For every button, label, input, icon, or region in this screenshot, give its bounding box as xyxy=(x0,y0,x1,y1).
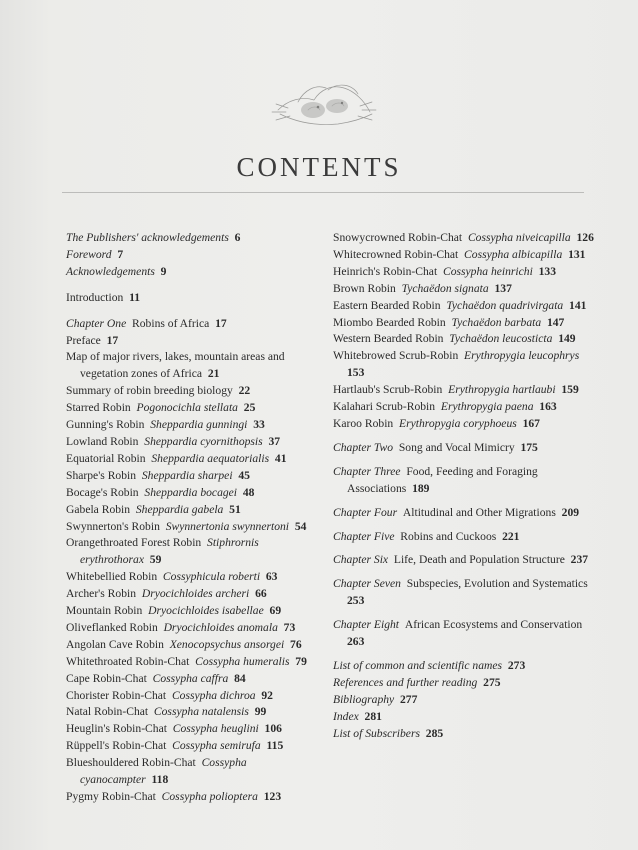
page-number: 175 xyxy=(520,440,538,454)
entry-title: Sharpe's Robin xyxy=(66,468,137,482)
toc-entry[interactable] xyxy=(66,451,316,468)
page-number: 126 xyxy=(576,231,594,244)
entry-title: Oliveflanked Robin xyxy=(66,620,158,634)
page-number: 147 xyxy=(546,315,565,329)
toc-entry[interactable] xyxy=(66,316,316,333)
entry-title: Introduction xyxy=(66,290,124,304)
entry-title: The Publishers' acknowledgements xyxy=(66,231,229,244)
scientific-name: Dryocichloides archeri xyxy=(141,587,250,601)
toc-entry[interactable] xyxy=(66,535,316,569)
scientific-name: Cossypha heinrichi xyxy=(442,264,533,278)
entry-title: Life, Death and Population Structure xyxy=(393,553,565,567)
page-number: 285 xyxy=(425,726,444,740)
toc-entry[interactable] xyxy=(333,529,601,546)
scientific-name: Cossypha albicapilla xyxy=(464,247,563,261)
entry-title: Whitebrowed Scrub-Robin xyxy=(333,349,459,363)
title-divider xyxy=(62,192,584,193)
toc-entry[interactable] xyxy=(333,230,601,247)
page-number: 73 xyxy=(283,620,296,634)
page-number: 131 xyxy=(568,247,586,261)
page-number: 45 xyxy=(238,468,250,482)
entry-title: Mountain Robin xyxy=(66,604,143,618)
page-number: 54 xyxy=(294,519,307,533)
entry-title: Eastern Bearded Robin xyxy=(333,298,441,312)
toc-left-column xyxy=(66,230,316,806)
page-number: 141 xyxy=(569,298,587,312)
chapter-label: Chapter One xyxy=(66,316,127,330)
toc-entry[interactable] xyxy=(66,502,316,519)
toc-entry[interactable] xyxy=(66,569,316,586)
scientific-name: Sheppardia cyornithopsis xyxy=(144,434,263,448)
page-number: 106 xyxy=(264,722,282,736)
scientific-name: Swynnertonia swynnertoni xyxy=(165,519,290,533)
page-number: 277 xyxy=(399,692,418,706)
page-number: 209 xyxy=(561,505,580,519)
scientific-name: Sheppardia gabela xyxy=(135,502,224,516)
toc-entry[interactable] xyxy=(333,264,601,281)
scientific-name: Xenocopsychus ansorgei xyxy=(169,637,285,651)
page-number: 22 xyxy=(238,384,251,398)
entry-title: Subspecies, Evolution and Systematics xyxy=(406,577,588,591)
scientific-name: Erythropygia leucophrys xyxy=(464,349,580,363)
entry-title: Whitethroated Robin-Chat xyxy=(66,654,190,668)
scientific-name: Sheppardia bocagei xyxy=(144,485,238,499)
scientific-name: Cossypha caffra xyxy=(152,671,229,685)
chapter-label: Chapter Two xyxy=(333,440,394,454)
entry-title: Kalahari Scrub-Robin xyxy=(333,400,436,414)
toc-entry[interactable] xyxy=(333,552,601,569)
toc-entry[interactable] xyxy=(333,331,601,348)
entry-title: Hartlaub's Scrub-Robin xyxy=(333,383,443,397)
entry-title: List of Subscribers xyxy=(333,726,420,740)
page-number: 159 xyxy=(561,383,579,397)
entry-title: Heuglin's Robin-Chat xyxy=(66,722,167,736)
scientific-name: Erythropygia paena xyxy=(440,400,534,414)
page-number: 167 xyxy=(522,416,540,430)
toc-entry[interactable] xyxy=(333,658,601,675)
scientific-name: Cossypha heuglini xyxy=(172,722,259,736)
toc-entry[interactable] xyxy=(333,298,601,315)
toc-entry[interactable] xyxy=(66,417,316,434)
page-number: 149 xyxy=(558,332,576,346)
page-number: 118 xyxy=(151,773,169,787)
entry-title: Summary of robin breeding biology xyxy=(66,384,233,398)
toc-entry[interactable] xyxy=(66,290,316,307)
entry-title: Swynnerton's Robin xyxy=(66,519,160,533)
toc-entry[interactable] xyxy=(66,400,316,417)
toc-entry[interactable] xyxy=(66,247,316,264)
toc-entry[interactable] xyxy=(66,468,316,485)
scientific-name: Dryocichloides anomala xyxy=(163,620,278,634)
scientific-name: Cossypha cyanocampter xyxy=(80,756,247,787)
scientific-name: Cossypha semirufa xyxy=(172,739,261,753)
entry-title: Bibliography xyxy=(333,692,395,706)
entry-title: Foreword xyxy=(66,247,112,261)
page-number: 133 xyxy=(538,264,557,278)
toc-entry[interactable] xyxy=(333,692,601,709)
toc-entry[interactable] xyxy=(66,485,316,502)
entry-title: Orangethroated Forest Robin xyxy=(66,536,202,550)
toc-entry[interactable] xyxy=(333,348,601,382)
toc-entry[interactable] xyxy=(333,617,601,651)
entry-title: Archer's Robin xyxy=(66,587,137,601)
entry-title: Lowland Robin xyxy=(66,434,139,448)
chapter-label: Chapter Six xyxy=(333,553,389,567)
toc-entry[interactable] xyxy=(333,315,601,332)
entry-title: List of common and scientific names xyxy=(333,658,503,672)
toc-entry[interactable] xyxy=(66,586,316,603)
page-number: 281 xyxy=(364,709,382,723)
toc-entry[interactable] xyxy=(333,675,601,692)
page-number: 76 xyxy=(290,637,302,651)
page-number: 11 xyxy=(129,290,141,304)
toc-entry[interactable] xyxy=(66,620,316,637)
page-number: 123 xyxy=(263,790,282,803)
page-number: 99 xyxy=(254,705,267,719)
scientific-name: Erythropygia hartlaubi xyxy=(448,383,556,397)
scientific-name: Erythropygia coryphoeus xyxy=(399,416,517,430)
page-number: 25 xyxy=(243,401,256,415)
scientific-name: Tychaëdon quadrivirgata xyxy=(446,298,564,312)
page-number: 59 xyxy=(149,553,162,567)
page-number: 79 xyxy=(295,654,307,668)
entry-title: Equatorial Robin xyxy=(66,451,146,465)
page-number: 17 xyxy=(106,333,119,347)
robin-vignette-illustration xyxy=(268,70,380,134)
entry-title: Karoo Robin xyxy=(333,416,394,430)
page-number: 37 xyxy=(268,434,281,448)
scientific-name: Sheppardia gunningi xyxy=(150,418,248,432)
entry-title: Miombo Bearded Robin xyxy=(333,315,446,329)
page-number: 237 xyxy=(570,553,589,567)
page-number: 163 xyxy=(539,400,557,414)
page-number: 21 xyxy=(207,367,220,381)
toc-entry[interactable] xyxy=(333,505,601,522)
entry-title: Gabela Robin xyxy=(66,502,131,516)
toc-entry[interactable] xyxy=(66,383,316,400)
entry-title: Natal Robin-Chat xyxy=(66,705,149,719)
toc-entry[interactable] xyxy=(333,416,601,433)
page-number: 263 xyxy=(347,635,365,649)
scientific-name: Stiphrornis erythrothorax xyxy=(80,536,259,567)
toc-entry[interactable] xyxy=(66,333,316,350)
page-number: 7 xyxy=(117,247,124,261)
page-number: 137 xyxy=(494,281,512,295)
toc-entry[interactable] xyxy=(66,230,316,247)
scientific-name: Tychaëdon barbata xyxy=(451,315,542,329)
entry-title: Snowycrowned Robin-Chat xyxy=(333,231,463,244)
entry-title: Whitecrowned Robin-Chat xyxy=(333,247,459,261)
page-number: 69 xyxy=(269,604,282,618)
entry-title: Bocage's Robin xyxy=(66,485,139,499)
toc-entry[interactable] xyxy=(66,789,316,806)
page-number: 51 xyxy=(229,502,241,516)
scientific-name: Tychaëdon signata xyxy=(401,281,489,295)
entry-title: Song and Vocal Mimicry xyxy=(398,440,515,454)
page-number: 153 xyxy=(347,366,365,380)
entry-title: Pygmy Robin-Chat xyxy=(66,790,156,803)
chapter-label: Chapter Eight xyxy=(333,618,400,632)
toc-entry[interactable] xyxy=(333,247,601,264)
chapter-label: Chapter Three xyxy=(333,464,401,478)
page-number: 66 xyxy=(255,587,267,601)
page-number: 253 xyxy=(347,594,365,608)
page-number: 115 xyxy=(266,739,284,753)
toc-entry[interactable] xyxy=(66,671,316,688)
entry-title: Brown Robin xyxy=(333,281,396,295)
toc-entry[interactable] xyxy=(333,576,601,610)
page-number: 92 xyxy=(261,688,273,702)
toc-entry[interactable] xyxy=(66,755,316,789)
scientific-name: Cossyphicula roberti xyxy=(162,570,261,584)
entry-title: Cape Robin-Chat xyxy=(66,671,147,685)
entry-title: Starred Robin xyxy=(66,401,131,415)
toc-entry[interactable] xyxy=(66,519,316,536)
entry-title: Altitudinal and Other Migrations xyxy=(402,505,556,519)
toc-entry[interactable] xyxy=(66,349,316,383)
scientific-name: Sheppardia aequatorialis xyxy=(151,451,270,465)
toc-entry[interactable] xyxy=(333,382,601,399)
toc-entry[interactable] xyxy=(66,264,316,281)
entry-title: Index xyxy=(333,709,359,723)
toc-entry[interactable] xyxy=(66,654,316,671)
entry-title: Heinrich's Robin-Chat xyxy=(333,264,438,278)
scientific-name: Cossypha natalensis xyxy=(153,705,249,719)
toc-entry[interactable] xyxy=(333,399,601,416)
page-number: 189 xyxy=(412,481,430,495)
entry-title: Preface xyxy=(66,333,101,347)
page-number: 63 xyxy=(265,570,278,584)
toc-entry[interactable] xyxy=(333,440,601,457)
page-number: 33 xyxy=(253,418,265,432)
entry-title: Acknowledgements xyxy=(66,264,155,278)
scientific-name: Cossypha polioptera xyxy=(161,790,258,803)
scientific-name: Cossypha dichroa xyxy=(171,688,256,702)
entry-title: Map of major rivers, lakes, mountain areas and vegetation zones of Africa xyxy=(66,350,285,381)
page-title: CONTENTS xyxy=(236,152,402,182)
page-number: 41 xyxy=(274,451,287,465)
entry-title: Robins and Cuckoos xyxy=(400,529,497,543)
toc-entry[interactable] xyxy=(66,434,316,451)
toc-entry[interactable] xyxy=(333,726,601,743)
entry-title: African Ecosystems and Conservation xyxy=(404,618,583,632)
page-number: 9 xyxy=(160,264,167,278)
scientific-name: Tychaëdon leucosticta xyxy=(449,332,553,346)
toc-entry[interactable] xyxy=(66,738,316,755)
entry-title: References and further reading xyxy=(333,675,478,689)
toc-entry[interactable] xyxy=(66,603,316,620)
page-number: 275 xyxy=(483,675,501,689)
page-number: 48 xyxy=(242,485,255,499)
page-number: 84 xyxy=(234,671,246,685)
entry-title: Chorister Robin-Chat xyxy=(66,688,167,702)
entry-title: Whitebellied Robin xyxy=(66,570,158,584)
scientific-name: Pogonocichla stellata xyxy=(136,401,238,415)
page-number: 6 xyxy=(234,231,241,244)
chapter-label: Chapter Four xyxy=(333,505,398,519)
entry-title: Rüppell's Robin-Chat xyxy=(66,739,167,753)
page-number: 17 xyxy=(215,316,227,330)
scientific-name: Dryocichloides isabellae xyxy=(148,604,264,618)
entry-title: Robins of Africa xyxy=(132,316,210,330)
chapter-label: Chapter Seven xyxy=(333,577,401,591)
scientific-name: Sheppardia sharpei xyxy=(141,468,233,482)
entry-title: Food, Feeding and Foraging Associations xyxy=(347,464,538,495)
entry-title: Angolan Cave Robin xyxy=(66,637,164,651)
entry-title: Gunning's Robin xyxy=(66,418,145,432)
toc-entry[interactable] xyxy=(66,688,316,705)
toc-entry[interactable] xyxy=(333,464,601,498)
toc-right-column xyxy=(333,230,601,742)
entry-title: Blueshouldered Robin-Chat xyxy=(66,756,196,770)
chapter-label: Chapter Five xyxy=(333,529,395,543)
entry-title: Western Bearded Robin xyxy=(333,332,444,346)
scientific-name: Cossypha humeralis xyxy=(195,654,290,668)
page-number: 221 xyxy=(502,529,520,543)
toc-entry[interactable] xyxy=(66,721,316,738)
toc-entry[interactable] xyxy=(333,281,601,298)
toc-entry[interactable] xyxy=(333,709,601,726)
page-number: 273 xyxy=(507,658,526,672)
scientific-name: Cossypha niveicapilla xyxy=(467,231,571,244)
toc-entry[interactable] xyxy=(66,704,316,721)
toc-entry[interactable] xyxy=(66,637,316,654)
